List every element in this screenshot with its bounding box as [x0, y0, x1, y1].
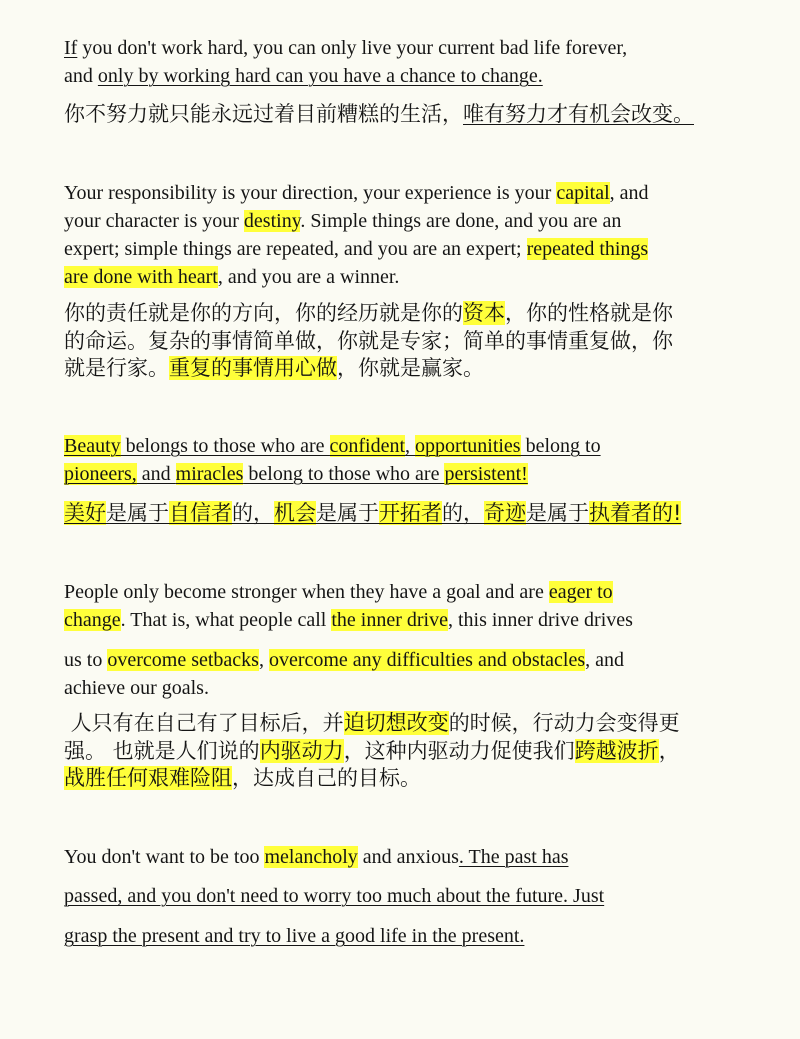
p2-zh3-c: ，你就是赢家。 — [337, 356, 484, 380]
p5-en1-b: melancholy — [264, 846, 358, 868]
p2-en4-b: , and you are a winner. — [217, 266, 400, 288]
p3-en2-a: pioneers, — [64, 463, 137, 485]
p2-en2-b: destiny — [243, 210, 301, 232]
p4-zh3-b: ，达成自己的目标。 — [232, 766, 421, 790]
p3-zh1-f: 是属于 — [316, 501, 379, 525]
p3-en-line-2 — [64, 462, 528, 486]
p3-en2-b: and — [136, 463, 176, 485]
p4-zh-line-2 — [64, 739, 680, 764]
p1-en2-a: and — [64, 65, 98, 87]
p4-en2-c: the inner drive — [331, 609, 448, 631]
p3-zh-line-1 — [64, 501, 681, 526]
p2-zh2: 的命运。复杂的事情简单做，你就是专家；简单的事情重复做，你 — [64, 329, 673, 353]
p4-en3-e: , and — [585, 649, 625, 671]
p3-zh1-k: 执着者的! — [589, 501, 682, 525]
p2-en3-a: expert; simple things are repeated, and you are an expert; — [64, 238, 527, 260]
p4-zh3-a: 战胜任何艰难险阻 — [64, 766, 232, 790]
p2-zh3-b: 重复的事情用心做 — [169, 356, 337, 380]
p5-en1-c: and anxious — [357, 846, 459, 868]
p4-en3-d: overcome any difficulties and obstacles — [268, 649, 586, 671]
p4-en1-b: eager to — [548, 581, 613, 603]
p2-zh-line-2 — [64, 329, 673, 354]
p2-zh3-a: 就是行家。 — [64, 356, 169, 380]
p3-zh1-b: 是属于 — [106, 501, 169, 525]
p3-en1-a: Beauty — [64, 435, 121, 457]
p3-en1-f: belong to — [520, 435, 601, 457]
p4-en3-a: us to — [64, 649, 108, 671]
p3-zh1-c: 自信者 — [169, 501, 232, 525]
p4-en2-a: change — [64, 609, 121, 631]
p5-en2: passed, and you don't need to worry too much about the future. Just — [64, 885, 605, 907]
p3-en2-d: belong to those who are — [243, 463, 445, 485]
p3-zh1-a: 美好 — [64, 501, 106, 525]
p4-zh2-a: 强。 也就是人们说的 — [64, 739, 260, 763]
p2-en1-b: capital — [556, 182, 610, 204]
p4-zh1-a: 人只有在自己有了目标后，并 — [64, 711, 344, 735]
p3-zh1-h: 的， — [442, 501, 484, 525]
p3-en2-e: persistent! — [444, 463, 528, 485]
p2-zh1-b: 资本 — [463, 301, 505, 325]
p2-en4-a: are done with heart — [64, 266, 218, 288]
p3-en2-c: miracles — [175, 463, 244, 485]
p1-en1-a: If — [64, 37, 78, 59]
p3-en1-d: , — [405, 435, 416, 457]
p2-en-line-2 — [64, 209, 621, 233]
p2-zh-line-3 — [64, 356, 484, 381]
p4-zh2-e: ， — [658, 739, 680, 763]
p2-zh1-a: 你的责任就是你的方向，你的经历就是你的 — [64, 301, 463, 325]
p1-zh1-b: 唯有努力才有机会改变。 — [463, 102, 694, 126]
p1-en2-b: only by working hard can you have a chance to change. — [97, 65, 543, 87]
p2-en2-a: your character is your — [64, 210, 244, 232]
p3-en1-b: belongs to those who are — [120, 435, 330, 457]
p4-en2-d: , this inner drive drives — [447, 609, 633, 631]
p4-en3-c: , — [258, 649, 269, 671]
p1-zh1-a: 你不努力就只能永远过着目前糟糕的生活， — [64, 102, 463, 126]
p2-en-line-1 — [64, 181, 649, 205]
p1-en-line-1 — [64, 36, 627, 60]
p4-zh2-b: 内驱动力 — [259, 739, 344, 763]
p4-en2-b: . That is, what people call — [120, 609, 332, 631]
p3-zh1-g: 开拓者 — [379, 501, 442, 525]
p3-en1-e: opportunities — [415, 435, 521, 457]
p2-en1-c: , and — [609, 182, 649, 204]
p4-zh-line-3 — [64, 766, 421, 791]
p2-zh1-c: ，你的性格就是你 — [505, 301, 673, 325]
p2-en2-c: . Simple things are done, and you are an — [300, 210, 622, 232]
p3-zh1-d: 的， — [232, 501, 274, 525]
p5-en-line-2 — [64, 884, 604, 908]
p4-zh2-d: 跨越波折 — [574, 739, 659, 763]
p3-en1-c: confident — [329, 435, 406, 457]
p4-en3-b: overcome setbacks — [107, 649, 259, 671]
p1-zh-line-1 — [64, 102, 694, 127]
p3-zh1-j: 是属于 — [526, 501, 589, 525]
p5-en-line-3 — [64, 924, 524, 948]
p3-en-line-1 — [64, 434, 601, 458]
p3-zh1-e: 机会 — [274, 501, 316, 525]
p4-zh2-c: ，这种内驱动力促使我们 — [343, 739, 575, 763]
p1-en1-b: you don't work hard, you can only live your current bad life forever, — [77, 37, 628, 59]
p4-zh1-c: 的时候，行动力会变得更 — [448, 711, 680, 735]
p4-en1-a: People only become stronger when they have a goal and are — [64, 581, 549, 603]
p4-en-line-4 — [64, 676, 209, 700]
p4-en-line-1 — [64, 580, 613, 604]
p2-en-line-3 — [64, 237, 648, 261]
p4-zh-line-1 — [64, 711, 680, 736]
p2-zh-line-1 — [64, 301, 673, 326]
p3-zh1-i: 奇迹 — [484, 501, 526, 525]
p5-en1-a: You don't want to be too — [64, 846, 265, 868]
p5-en-line-1 — [64, 845, 568, 869]
p5-en3: grasp the present and try to live a good life in the present. — [64, 925, 525, 947]
p4-en-line-2 — [64, 608, 633, 632]
p4-en-line-3 — [64, 648, 624, 672]
p4-en4: achieve our goals. — [64, 677, 209, 699]
p5-en1-d: . The past has — [458, 846, 569, 868]
p2-en3-b: repeated things — [526, 238, 649, 260]
p1-en-line-2 — [64, 64, 543, 88]
p2-en-line-4 — [64, 265, 399, 289]
p4-zh1-b: 迫切想改变 — [343, 711, 449, 735]
p2-en1-a: Your responsibility is your direction, your experience is your — [64, 182, 557, 204]
